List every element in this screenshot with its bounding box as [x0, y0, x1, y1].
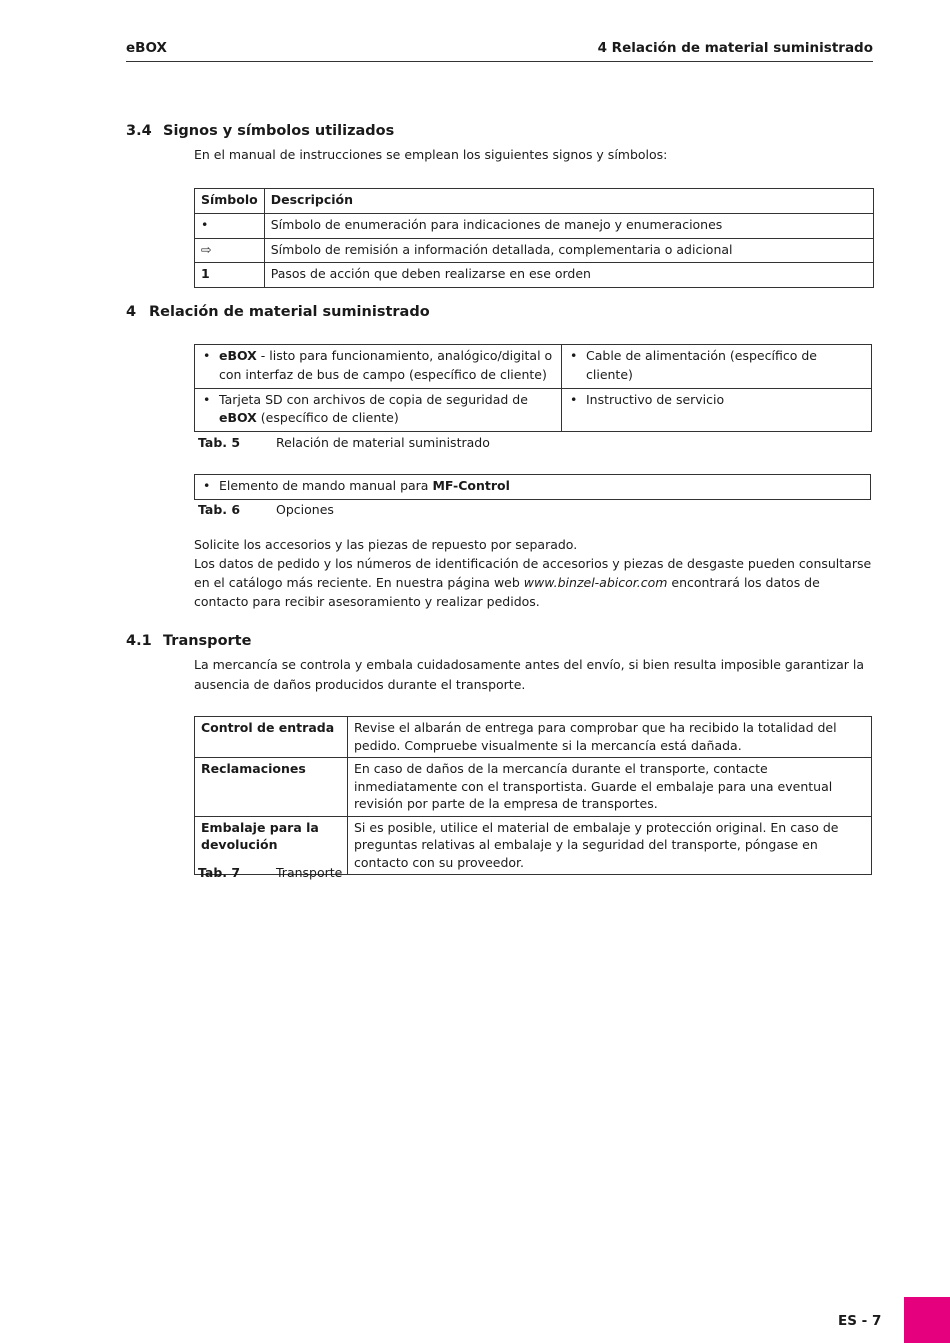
header-chapter: 4 Relación de material suministrado — [597, 40, 873, 56]
website-link: www.binzel-abicor.com — [523, 575, 668, 590]
table-row — [195, 263, 874, 288]
symbols-table — [194, 188, 874, 288]
delivery-item — [195, 345, 562, 389]
option-item — [195, 475, 871, 500]
order-line: Solicite los accesorios y las piezas de repuesto por separado. — [194, 537, 578, 552]
page-header — [126, 38, 873, 62]
delivery-item — [562, 345, 872, 389]
item-text: (específico de cliente) — [256, 410, 399, 426]
caption-text: Opciones — [276, 502, 334, 517]
table-header-row — [195, 189, 874, 214]
item-text: Elemento de mando manual para — [219, 478, 433, 493]
heading-title: Relación de material suministrado — [149, 304, 430, 320]
transport-label: Embalaje para la devolución — [195, 816, 348, 875]
transport-text: En caso de daños de la mercancía durante el transporte, contacte inmediatamente con el transportista. Guarde el embalaje para una eventual revisión por parte de la empresa de transportes. — [348, 758, 872, 817]
table-caption — [198, 501, 334, 520]
order-line: Los datos de pedido y los números de identificación de accesorios y piezas de desgaste pueden consultarse en el catálogo más reciente. En nuestra página web — [194, 556, 872, 590]
page-number: ES - 7 — [838, 1313, 882, 1329]
heading-3-4 — [126, 121, 394, 143]
caption-label: Tab. 7 — [198, 865, 241, 880]
heading-number: 4.1 — [126, 633, 152, 649]
col-description: Descripción — [264, 189, 873, 214]
item-text: - listo para funcionamiento, analógico/digital o con interfaz de bus de campo (específico de cliente) — [219, 348, 553, 382]
options-table — [194, 474, 871, 500]
heading-number: 3.4 — [126, 123, 152, 139]
table-caption — [198, 864, 342, 883]
symbol-desc: Símbolo de remisión a información detallada, complementaria o adicional — [264, 238, 873, 263]
product-name: eBOX — [219, 348, 257, 363]
transport-text: Revise el albarán de entrega para comprobar que ha recibido la totalidad del pedido. Compruebe visualmente si la mercancía está dañada. — [348, 717, 872, 758]
table-row — [195, 388, 872, 432]
bullet-icon: • — [570, 391, 578, 407]
product-name: eBOX — [219, 410, 257, 426]
transport-table — [194, 716, 872, 875]
bullet-icon: • — [570, 348, 578, 363]
order-line: encontrará los datos de contacto para recibir asesoramiento y realizar pedidos. — [194, 575, 820, 609]
table-row — [195, 717, 872, 758]
col-symbol: Símbolo — [195, 189, 265, 214]
transport-label: Control de entrada — [195, 717, 348, 758]
item-text: Instructivo de servicio — [586, 391, 725, 407]
table-row — [195, 475, 871, 500]
transport-intro: La mercancía se controla y embala cuidadosamente antes del envío, si bien resulta imposible garantizar la ausencia de daños producidos durante el transporte. — [194, 657, 865, 692]
caption-text: Transporte — [276, 865, 343, 880]
item-text: Cable de alimentación (específico de cliente) — [586, 348, 817, 382]
caption-label: Tab. 5 — [198, 435, 241, 450]
heading-4 — [126, 302, 430, 324]
item-text: Tarjeta SD con archivos de copia de seguridad de — [219, 391, 528, 407]
delivery-table — [194, 344, 872, 432]
symbol-desc: Pasos de acción que deben realizarse en ese orden — [264, 263, 873, 288]
transport-label: Reclamaciones — [195, 758, 348, 817]
table-row — [195, 213, 874, 238]
heading-title: Transporte — [163, 633, 252, 649]
order-info — [194, 535, 874, 611]
transport-text: Si es posible, utilice el material de embalaje y protección original. En caso de preguntas relativas al embalaje y la seguridad del transporte, póngase en contacto con su proveedor. — [348, 816, 872, 875]
page-tab-marker — [904, 1297, 950, 1343]
delivery-item — [562, 388, 872, 432]
table-row — [195, 345, 872, 389]
table-caption — [198, 434, 490, 453]
symbol-arrow-icon: ⇨ — [195, 238, 265, 263]
heading-number: 4 — [126, 304, 137, 320]
bullet-icon: • — [203, 478, 211, 493]
heading-4-1 — [126, 631, 251, 653]
caption-label: Tab. 6 — [198, 502, 241, 517]
symbol-bullet: • — [195, 213, 265, 238]
heading-title: Signos y símbolos utilizados — [163, 123, 395, 139]
symbol-desc: Símbolo de enumeración para indicaciones de manejo y enumeraciones — [264, 213, 873, 238]
symbol-step: 1 — [195, 263, 265, 288]
header-product: eBOX — [126, 40, 167, 56]
bullet-icon: • — [203, 348, 211, 363]
table-row — [195, 758, 872, 817]
bullet-icon: • — [203, 391, 211, 407]
product-name: MF-Control — [432, 478, 510, 493]
delivery-item — [195, 388, 562, 432]
symbols-intro: En el manual de instrucciones se emplean los siguientes signos y símbolos: — [194, 147, 668, 162]
table-row — [195, 238, 874, 263]
caption-text: Relación de material suministrado — [276, 435, 490, 450]
